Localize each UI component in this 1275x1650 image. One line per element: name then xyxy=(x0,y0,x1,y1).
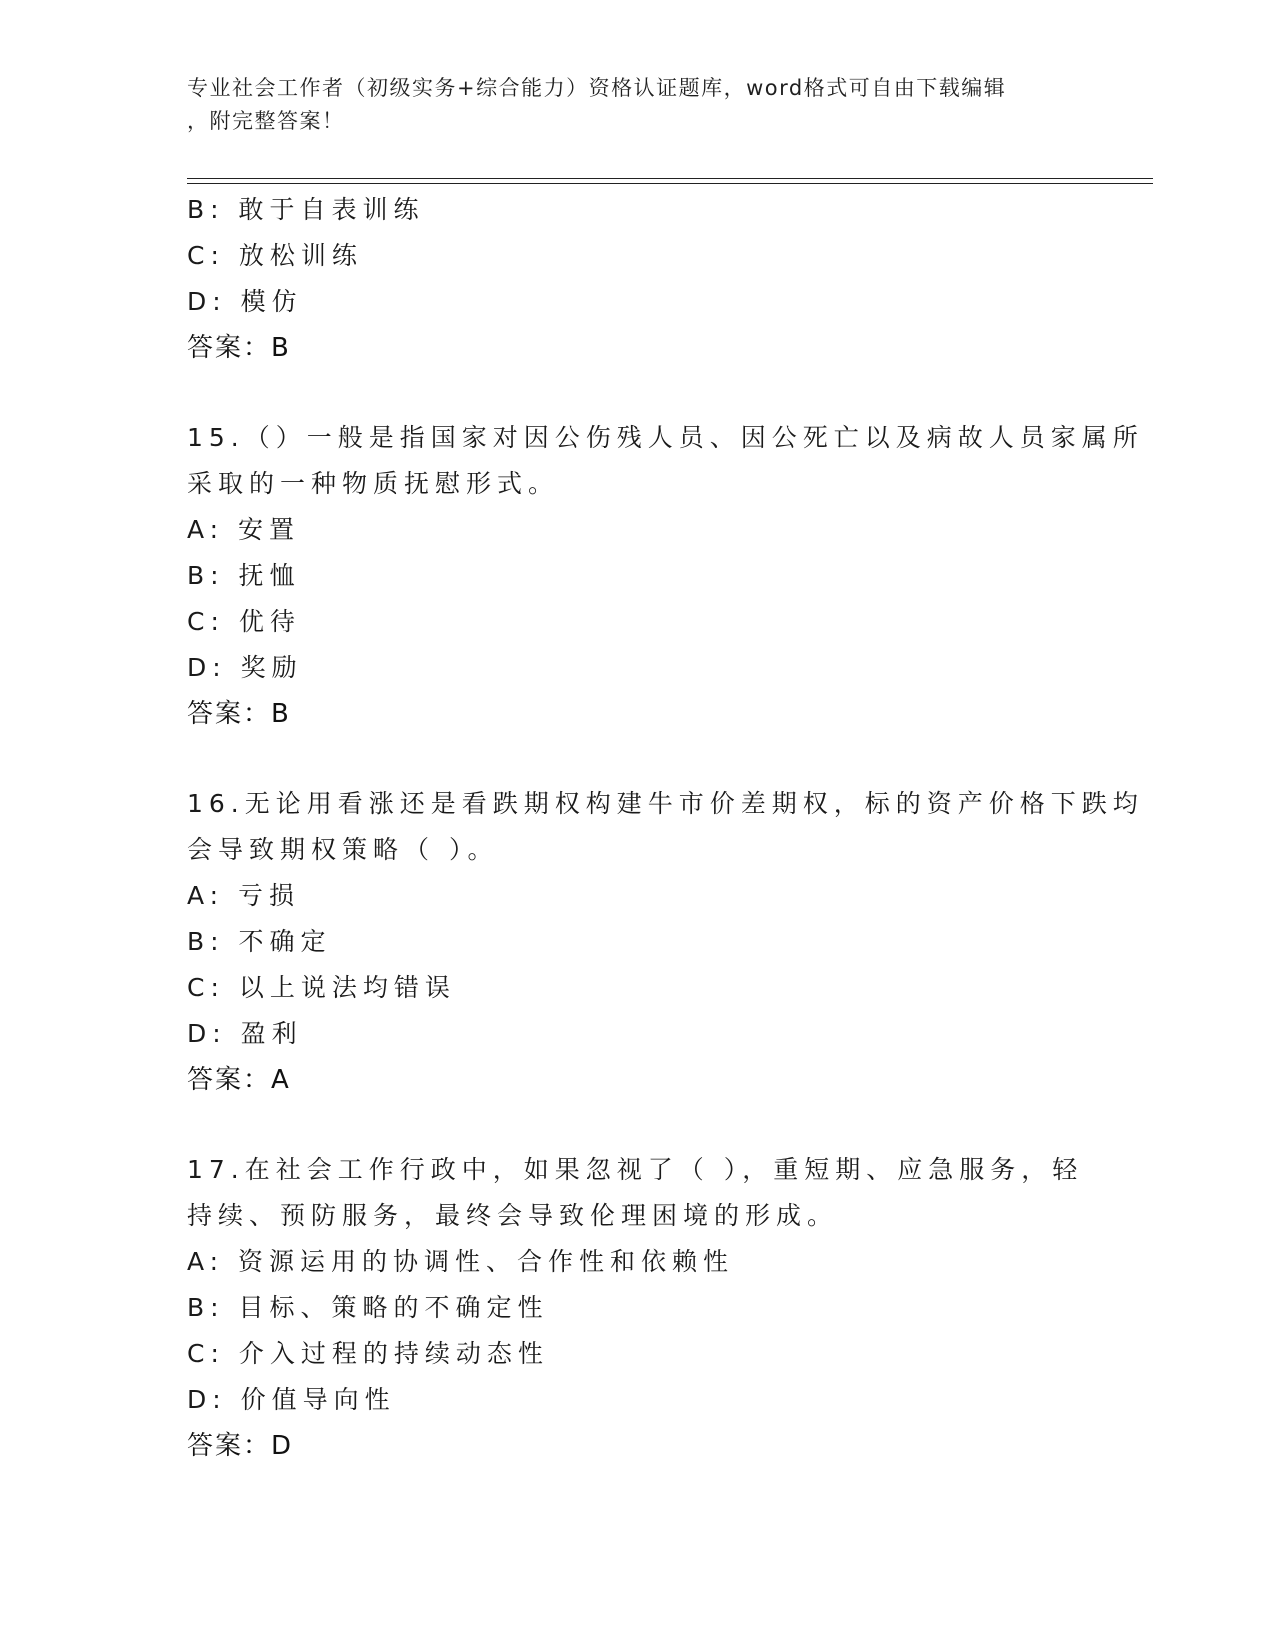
option-d: D: 模仿 xyxy=(187,287,303,316)
question-stem xyxy=(187,415,1144,507)
option-a: A: 亏损 xyxy=(187,881,301,910)
question-stem-line: 16.无论用看涨还是看跌期权构建牛市价差期权，标的资产价格下跌均 xyxy=(187,789,1144,818)
question-16 xyxy=(187,781,1144,1103)
answer-line: 答案：B xyxy=(187,333,291,363)
option-a: A: 安置 xyxy=(187,515,301,544)
question-15 xyxy=(187,415,1144,737)
option-c: C: 以上说法均错误 xyxy=(187,973,456,1002)
option-c: C: 优待 xyxy=(187,607,301,636)
option-c: C: 放松训练 xyxy=(187,241,363,270)
answer-line: 答案：A xyxy=(187,1065,291,1095)
header-divider-top xyxy=(187,178,1153,179)
question-17 xyxy=(187,1147,1087,1469)
question-stem-line: 15.（）一般是指国家对因公伤残人员、因公死亡以及病故人员家属所 xyxy=(187,423,1144,452)
question-stem-line: 持续、预防服务，最终会导致伦理困境的形成。 xyxy=(187,1201,839,1230)
option-b: B: 抚恤 xyxy=(187,561,301,590)
question-stem-line: 会导致期权策略（ ）。 xyxy=(187,835,499,864)
question-stem-line: 17.在社会工作行政中，如果忽视了（ ），重短期、应急服务，轻 xyxy=(187,1155,1084,1184)
option-d: D: 盈利 xyxy=(187,1019,303,1048)
question-stem-line: 采取的一种物质抚慰形式。 xyxy=(187,469,560,498)
option-b: B: 敢于自表训练 xyxy=(187,195,425,224)
option-c: C: 介入过程的持续动态性 xyxy=(187,1339,549,1368)
header-divider-bottom xyxy=(187,183,1153,184)
question-stem xyxy=(187,781,1144,873)
question-fragment xyxy=(187,187,1087,371)
answer-line: 答案：D xyxy=(187,1431,294,1461)
answer-line: 答案：B xyxy=(187,699,291,729)
option-d: D: 奖励 xyxy=(187,653,303,682)
question-stem xyxy=(187,1147,1087,1239)
option-b: B: 不确定 xyxy=(187,927,332,956)
option-a: A: 资源运用的协调性、合作性和依赖性 xyxy=(187,1247,735,1276)
question-list xyxy=(187,187,1144,1469)
option-d: D: 价值导向性 xyxy=(187,1385,396,1414)
spacer xyxy=(187,737,1087,781)
header-line-1: 专业社会工作者（初级实务+综合能力）资格认证题库，word格式可自由下载编辑 xyxy=(187,76,1007,100)
header-line-2: ，附完整答案！ xyxy=(187,109,345,133)
option-b: B: 目标、策略的不确定性 xyxy=(187,1293,549,1322)
spacer xyxy=(187,371,1087,415)
spacer xyxy=(187,1103,1087,1147)
document-header xyxy=(187,72,1087,138)
